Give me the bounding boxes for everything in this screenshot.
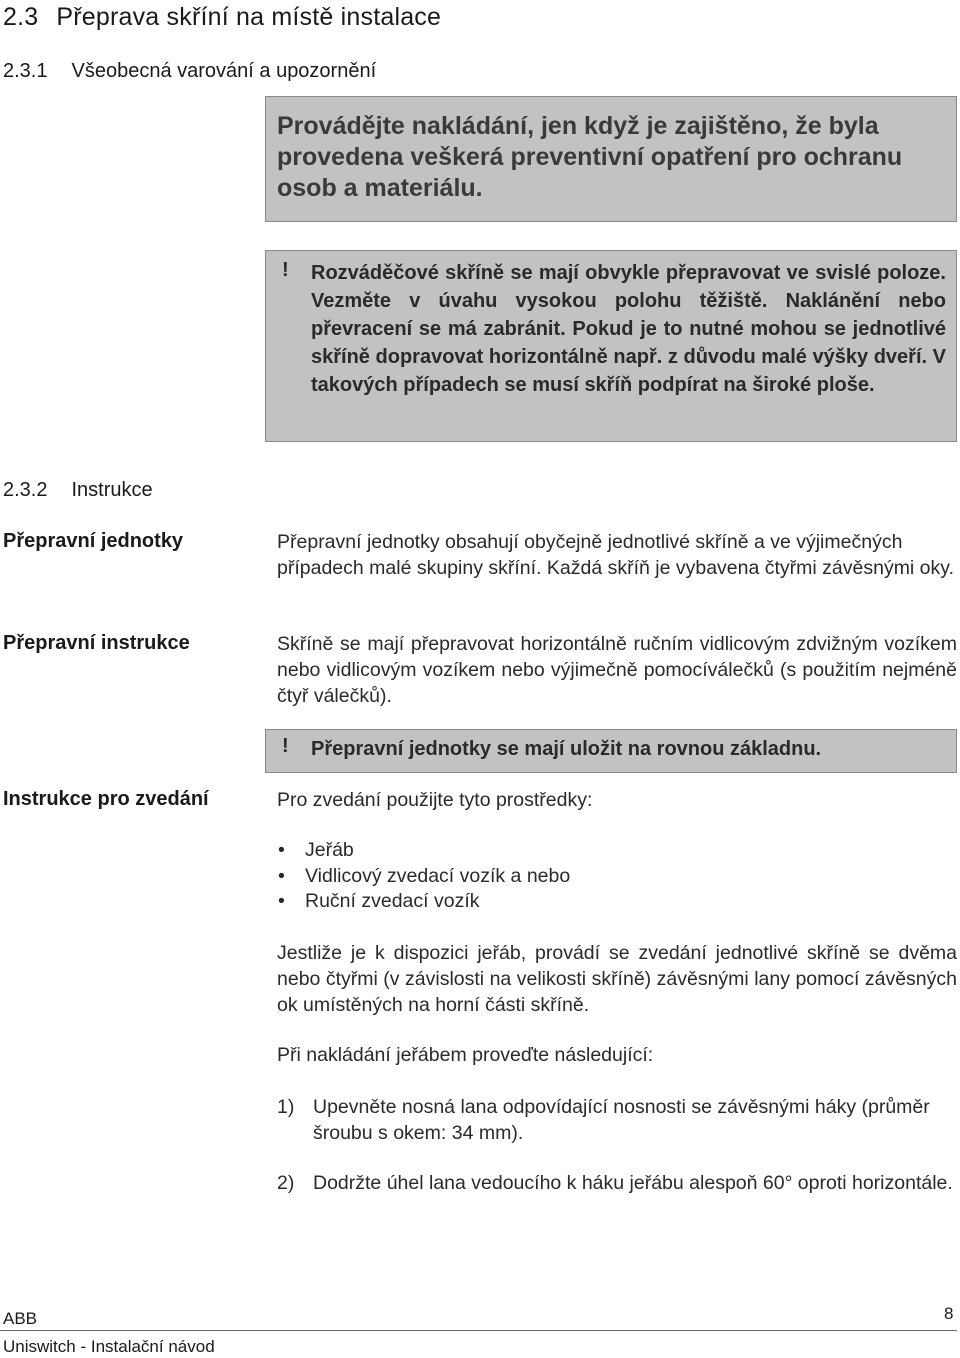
subsection-heading-1	[3, 60, 376, 83]
lifting-equipment-list	[277, 838, 957, 915]
transport-instructions-text: Skříně se mají přepravovat horizontálně ručním vidlicovým zdvižným vozíkem nebo vidlicovým vozíkem nebo výjimečně pomocíválečků (s použitím nejméně čtyř válečků).	[277, 633, 957, 707]
subsection-title: Instrukce	[71, 479, 153, 501]
label-transport-instructions: Přepravní instrukce	[3, 632, 190, 654]
warning-mark: !	[282, 259, 289, 281]
section-heading	[3, 3, 441, 32]
step-number: 1)	[277, 1096, 295, 1118]
crane-step-2	[277, 1170, 957, 1196]
bullet: •	[278, 864, 285, 887]
warning-box-orientation	[265, 250, 957, 442]
footer-divider	[0, 1330, 957, 1331]
list-item: • Ruční zvedací vozík	[277, 889, 957, 915]
warning-main-text: Provádějte nakládání, jen když je zajištěno, že byla provedena veškerá preventivní opatření pro ochranu osob a materiálu.	[277, 112, 903, 202]
warning-base-text: Přepravní jednotky se mají uložit na rovnou základnu.	[311, 738, 822, 760]
warning-box-main	[265, 96, 957, 222]
page-number: 8	[944, 1304, 954, 1323]
step-number: 2)	[277, 1172, 295, 1194]
step-text: Dodržte úhel lana vedoucího k háku jeřábu alespoň 60° oproti horizontále.	[313, 1172, 953, 1194]
crane-loading-intro: Při nakládání jeřábem proveďte následující:	[277, 1044, 654, 1066]
crane-paragraph: Jestliže je k dispozici jeřáb, provádí se zvedání jednotlivé skříně se dvěma nebo čtyřmi (v závislosti na velikosti skříně) závěsnými lany pomocí závěsných ok umístěných na horní části skříně.	[277, 942, 957, 1016]
label-lifting-instructions: Instrukce pro zvedání	[3, 788, 209, 810]
section-number: 2.3	[3, 3, 39, 31]
subsection-number: 2.3.2	[3, 479, 48, 501]
lifting-intro: Pro zvedání použijte tyto prostředky:	[277, 789, 593, 811]
list-item: • Jeřáb	[277, 838, 957, 864]
footer-brand: ABB	[3, 1309, 38, 1328]
warning-box-base	[265, 729, 957, 773]
subsection-number: 2.3.1	[3, 60, 48, 82]
bullet: •	[278, 890, 285, 912]
warning-orientation-text: Rozváděčové skříně se mají obvykle přepravovat ve svislé poloze. Vezměte v úvahu vysokou polohu těžiště. Naklánění nebo převracení se má zabránit. Pokud je to nutné mohou se jednotlivé skříně dopravovat horizontálně např. z důvodu malé výšky dveří. V takových případech se musí skříň podpírat na široké ploše.	[311, 262, 946, 396]
crane-step-1	[277, 1094, 957, 1146]
label-transport-units: Přepravní jednotky	[3, 530, 184, 552]
section-title: Přeprava skříní na místě instalace	[56, 3, 442, 31]
subsection-title: Všeobecná varování a upozornění	[71, 60, 377, 82]
step-text: Upevněte nosná lana odpovídající nosnosti se závěsnými háky (průměr šroubu s okem: 34 mm).	[313, 1096, 930, 1144]
list-item: • Vidlicový zvedací vozík a nebo	[277, 864, 957, 890]
bullet: •	[278, 839, 285, 861]
subsection-heading-2	[3, 479, 153, 502]
transport-units-text: Přepravní jednotky obsahují obyčejně jednotlivé skříně a ve výjimečných případech malé skupiny skříní. Každá skříň je vybavena čtyřmi závěsnými oky.	[277, 531, 954, 579]
footer-doc-title: Uniswitch - Instalační návod	[3, 1337, 215, 1356]
warning-mark: !	[282, 735, 289, 757]
